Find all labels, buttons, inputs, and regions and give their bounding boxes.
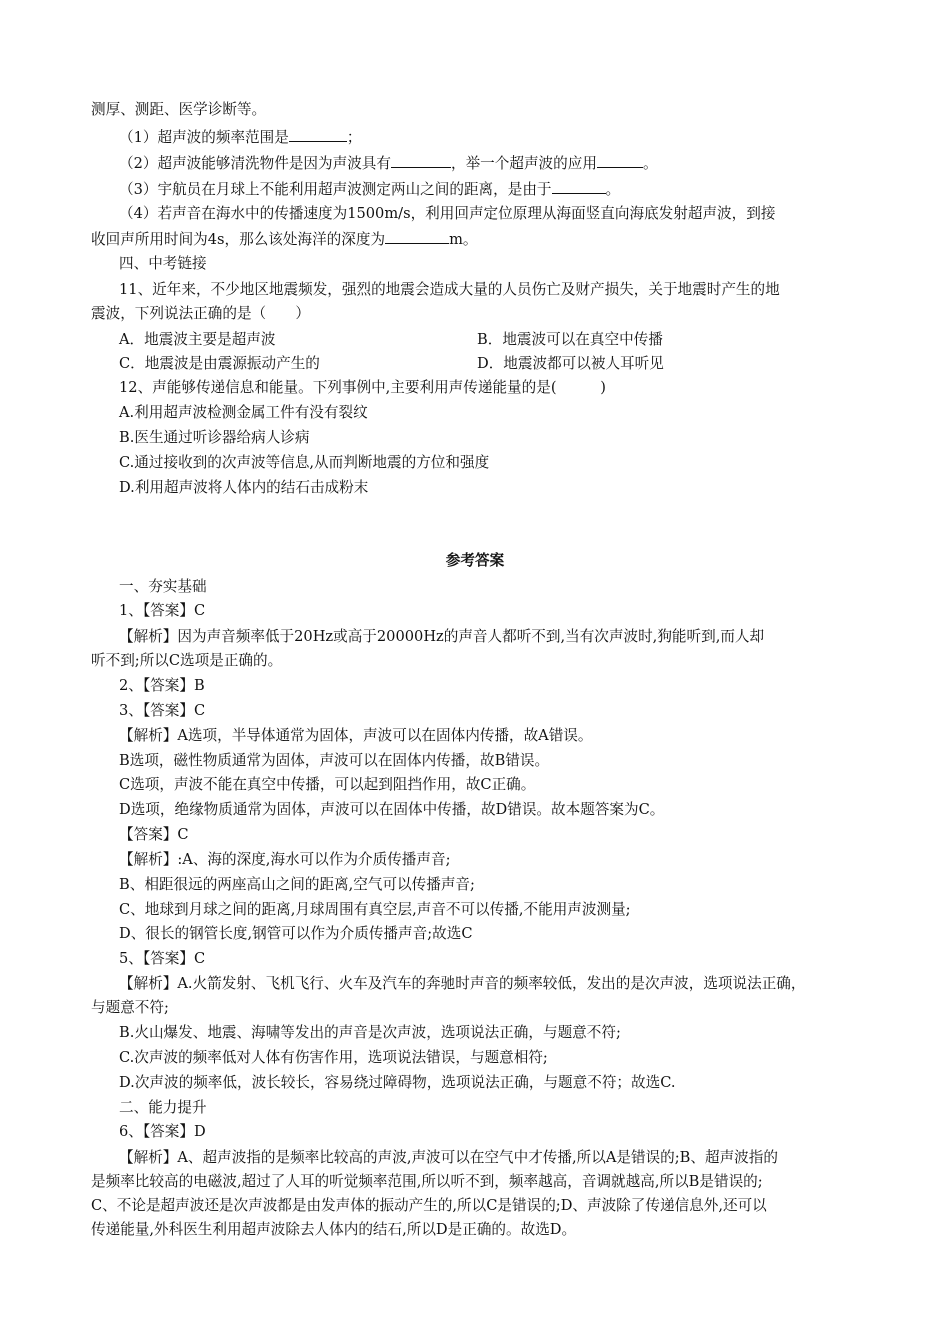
answer-line: 【答案】C: [119, 826, 189, 843]
answer-line: 【解析】因为声音频率低于20Hz或高于20000Hz的声音人都听不到,当有次声波时,狗能听到,而人却: [119, 628, 765, 645]
question-10-4-line1: （4）若声音在海水中的传播速度为1500m/s，利用回声定位原理从海面竖直向海底发射超声波，到接: [119, 205, 776, 222]
section-heading-4: 四、中考链接: [119, 255, 207, 272]
answer-line: D.次声波的频率低，波长较长，容易绕过障碍物，选项说法正确，与题意不符；故选C.: [119, 1074, 676, 1091]
answer-blank: [552, 178, 606, 194]
answers-title: 参考答案: [445, 552, 505, 569]
q4-end: m。: [449, 231, 478, 248]
q12-option-d: D.利用超声波将人体内的结石击成粉末: [119, 479, 369, 496]
answer-line: D选项，绝缘物质通常为固体，声波可以在固体中传播，故D错误。故本题答案为C。: [119, 801, 665, 818]
answer-line: 传递能量,外科医生利用超声波除去人体内的结石,所以D是正确的。故选D。: [91, 1221, 577, 1238]
q11-option-b: B．地震波可以在真空中传播: [477, 331, 663, 348]
answer-blank: [597, 152, 643, 168]
answer-blank: [289, 126, 347, 142]
answer-blank: [391, 152, 451, 168]
answer-line: C选项，声波不能在真空中传播，可以起到阻挡作用，故C正确。: [119, 776, 536, 793]
answer-line: B选项，磁性物质通常为固体，声波可以在固体内传播，故B错误。: [119, 752, 550, 769]
q2-end: 。: [642, 155, 658, 172]
answer-line: 【解析】:A、海的深度,海水可以作为介质传播声音;: [119, 851, 451, 868]
continuation-line: 测厚、测距、医学诊断等。: [91, 101, 267, 118]
answer-line: 【解析】A选项，半导体通常为固体，声波可以在固体内传播，故A错误。: [119, 727, 593, 744]
q4-text: 收回声所用时间为4s，那么该处海洋的深度为: [91, 231, 386, 248]
q11-option-a: A．地震波主要是超声波: [119, 331, 276, 348]
answer-line: 听不到;所以C选项是正确的。: [91, 652, 283, 669]
answer-line: 二、能力提升: [119, 1099, 207, 1116]
answer-line: B.火山爆发、地震、海啸等发出的声音是次声波，选项说法正确，与题意不符;: [119, 1024, 621, 1041]
q3-text: （3）宇航员在月球上不能利用超声波测定两山之间的距离，是由于: [119, 181, 552, 198]
q12-option-c: C.通过接收到的次声波等信息,从而判断地震的方位和强度: [119, 454, 490, 471]
answer-line: C、地球到月球之间的距离,月球周围有真空层,声音不可以传播,不能用声波测量;: [119, 901, 631, 918]
q3-end: 。: [605, 181, 621, 198]
q2-text: （2）超声波能够清洗物件是因为声波具有: [119, 155, 391, 172]
q1-text: （1）超声波的频率范围是: [119, 129, 289, 146]
answer-line: 【解析】A、超声波指的是频率比较高的声波,声波可以在空气中才传播,所以A是错误的;B、超声波指的: [119, 1149, 778, 1166]
question-12: 12、声能够传递信息和能量。下列事例中,主要利用声传递能量的是( ): [119, 379, 607, 396]
q2-mid: ，举一个超声波的应用: [450, 155, 597, 172]
q11-option-d: D．地震波都可以被人耳听见: [477, 355, 664, 372]
answer-line: B、相距很远的两座高山之间的距离,空气可以传播声音;: [119, 876, 475, 893]
q12-option-a: A.利用超声波检测金属工件有没有裂纹: [119, 404, 368, 421]
answer-line: 一、夯实基础: [119, 578, 207, 595]
answer-line: 是频率比较高的电磁波,超过了人耳的听觉频率范围,所以听不到，频率越高，音调就越高,所以B是错误的;: [91, 1173, 763, 1190]
question-10-3: [119, 178, 620, 200]
answer-line: 6、【答案】D: [119, 1123, 206, 1140]
q1-end: ；: [346, 129, 362, 146]
q12-option-b: B.医生通过听诊器给病人诊病: [119, 429, 310, 446]
answer-line: D、很长的钢管长度,钢管可以作为介质传播声音;故选C: [119, 925, 473, 942]
answer-line: C.次声波的频率低对人体有伤害作用，选项说法错误，与题意相符;: [119, 1049, 548, 1066]
question-10-2: [119, 152, 658, 174]
q11-option-c: C．地震波是由震源振动产生的: [119, 355, 320, 372]
question-10-1: [119, 126, 361, 148]
answer-line: 2、【答案】B: [119, 677, 205, 694]
answer-blank: [385, 228, 449, 244]
answer-line: 1、【答案】C: [119, 602, 206, 619]
question-10-4-line2: [91, 228, 478, 250]
answer-line: 3、【答案】C: [119, 702, 206, 719]
question-11-line2: 震波，下列说法正确的是（ ）: [91, 305, 310, 322]
answer-line: 5、【答案】C: [119, 950, 206, 967]
answer-line: C、不论是超声波还是次声波都是由发声体的振动产生的,所以C是错误的;D、声波除了传递信息外,还可以: [91, 1197, 767, 1214]
question-11-line1: 11、近年来，不少地区地震频发，强烈的地震会造成大量的人员伤亡及财产损失，关于地震时产生的地: [119, 281, 780, 298]
answer-line: 【解析】A.火箭发射、飞机飞行、火车及汽车的奔驰时声音的频率较低，发出的是次声波，选项说法正确，: [119, 975, 806, 992]
answer-line: 与题意不符;: [91, 999, 169, 1016]
